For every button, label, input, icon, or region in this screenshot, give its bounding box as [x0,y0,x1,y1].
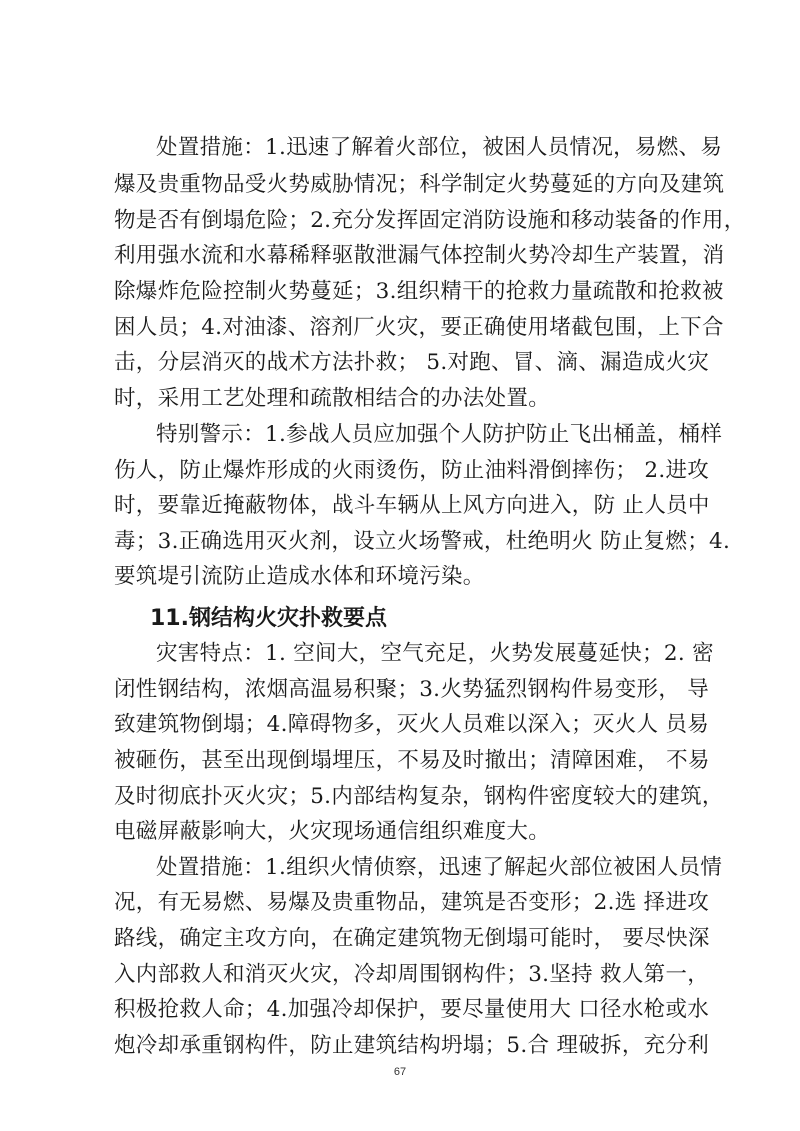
paragraph-line: 特别警示：1.参战人员应加强个人防护防止飞出桶盖，桶样 [156,422,723,447]
paragraph-line: 困人员；4.对油漆、溶剂厂火灾，要正确使用堵截包围，上下合 [114,315,724,340]
section-heading: 11.钢结构火灾扑救要点 [150,606,387,631]
paragraph-line: 致建筑物倒塌；4.障碍物多，灭火人员难以深入；灭火人 员易 [114,712,710,737]
paragraph-line: 况，有无易燃、易爆及贵重物品，建筑是否变形；2.选 择进攻 [114,890,710,915]
paragraph-line: 利用强水流和水幕稀释驱散泄漏气体控制火势冷却生产装置，消 [114,243,725,268]
paragraph-line: 处置措施：1.迅速了解着火部位，被困人员情况，易燃、易 [156,135,723,160]
paragraph-line: 毒；3.正确选用灭火剂，设立火场警戒，杜绝明火 防止复燃；4. [114,529,731,554]
paragraph-line: 除爆炸危险控制火势蔓延；3.组织精干的抢救力量疏散和抢救被 [114,279,724,304]
paragraph-line: 要筑堤引流防止造成水体和环境污染。 [114,564,485,589]
paragraph-line: 灾害特点：1. 空间大，空气充足，火势发展蔓延快；2. 密 [156,641,714,666]
paragraph-line: 积极抢救人命；4.加强冷却保护，要尽量使用大 口径水枪或水 [114,997,710,1022]
paragraph-line: 电磁屏蔽影响大，火灾现场通信组织难度大。 [114,819,551,844]
page-number: 67 [393,1066,407,1078]
paragraph-line: 处置措施：1.组织火情侦察，迅速了解起火部位被困人员情 [156,855,723,880]
paragraph-line: 时，采用工艺处理和疏散相结合的办法处置。 [114,386,551,411]
paragraph-line: 伤人，防止爆炸形成的火雨烫伤，防止油料滑倒摔伤； 2.进攻 [114,458,710,483]
paragraph-line: 击，分层消灭的战术方法扑救； 5.对跑、冒、滴、漏造成火灾 [114,350,710,375]
paragraph-line: 物是否有倒塌危险；2.充分发挥固定消防设施和移动装备的作用， [114,208,746,233]
paragraph-line: 时，要靠近掩蔽物体，战斗车辆从上风方向进入，防 止人员中 [114,493,710,518]
paragraph-line: 入内部救人和消灭火灾，冷却周围钢构件；3.坚持 救人第一， [114,962,710,987]
paragraph-line: 闭性钢结构，浓烟高温易积聚；3.火势猛烈钢构件易变形， 导 [114,677,710,702]
paragraph-line: 被砸伤，甚至出现倒塌埋压，不易及时撤出；清障困难， 不易 [114,748,710,773]
paragraph-line: 路线，确定主攻方向，在确定建筑物无倒塌可能时， 要尽快深 [114,926,710,951]
paragraph-line: 爆及贵重物品受火势威胁情况；科学制定火势蔓延的方向及建筑 [114,172,725,197]
paragraph-line: 及时彻底扑灭火灾；5.内部结构复杂，钢构件密度较大的建筑， [114,784,724,809]
paragraph-line: 炮冷却承重钢构件，防止建筑结构坍塌；5.合 理破拆，充分利 [114,1033,710,1058]
